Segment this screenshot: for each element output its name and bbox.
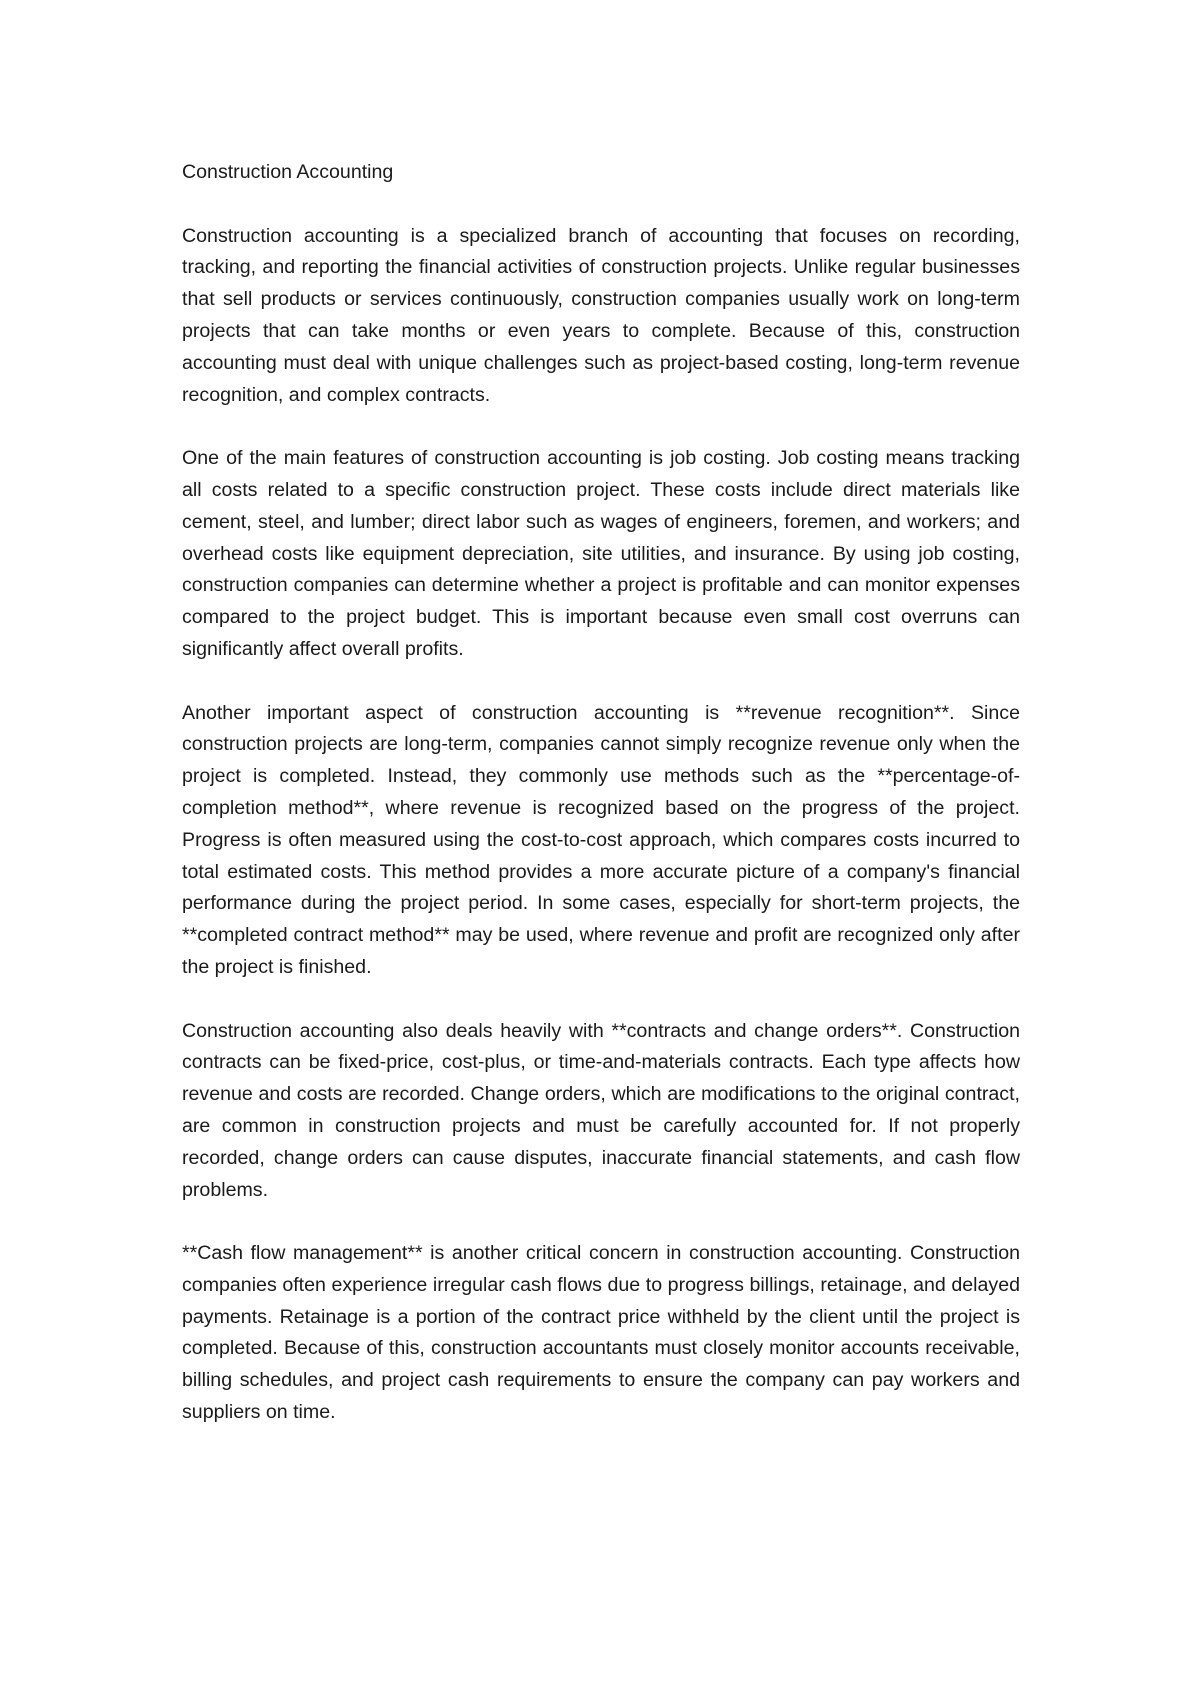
document-title: Construction Accounting: [182, 161, 394, 183]
paragraph-contracts-change-orders: Construction accounting also deals heavily with **contracts and change orders**. Construction contracts can be fixed-price, cost-plus, or time-and-materials contracts. Each type affects how revenue and costs are recorded. Change orders, which are modifications to the original contract, are common in construction projects and must be carefully accounted for. If not properly recorded, change orders can cause disputes, inaccurate financial statements, and cash flow problems.: [182, 1019, 1020, 1201]
paragraph-intro: Construction accounting is a specialized branch of accounting that focuses on recording, tracking, and reporting the financial activities of construction projects. Unlike regular businesses that sell products or services continuously, construction companies usually work on long-term projects that can take months or even years to complete. Because of this, construction accounting must deal with unique challenges such as project-based costing, long-term revenue recognition, and complex contracts.: [182, 224, 1020, 406]
document-body: [182, 157, 1020, 1461]
paragraph-revenue-recognition: Another important aspect of construction accounting is **revenue recognition**. Since construction projects are long-term, companies cannot simply recognize revenue only when the project is completed. Instead, they commonly use methods such as the **percentage-of-completion method**, where revenue is recognized based on the progress of the project. Progress is often measured using the cost-to-cost approach, which compares costs incurred to total estimated costs. This method provides a more accurate picture of a company's financial performance during the project period. In some cases, especially for short-term projects, the **completed contract method** may be used, where revenue and profit are recognized only after the project is finished.: [182, 701, 1020, 978]
paragraph-job-costing: One of the main features of construction accounting is job costing. Job costing means tracking all costs related to a specific construction project. These costs include direct materials like cement, steel, and lumber; direct labor such as wages of engineers, foremen, and workers; and overhead costs like equipment depreciation, site utilities, and insurance. By using job costing, construction companies can determine whether a project is profitable and can monitor expenses compared to the project budget. This is important because even small cost overruns can significantly affect overall profits.: [182, 447, 1020, 660]
paragraph-cash-flow: **Cash flow management** is another critical concern in construction accounting. Construction companies often experience irregular cash flows due to progress billings, retainage, and delayed payments. Retainage is a portion of the contract price withheld by the client until the project is completed. Because of this, construction accountants must closely monitor accounts receivable, billing schedules, and project cash requirements to ensure the company can pay workers and suppliers on time.: [182, 1242, 1020, 1424]
